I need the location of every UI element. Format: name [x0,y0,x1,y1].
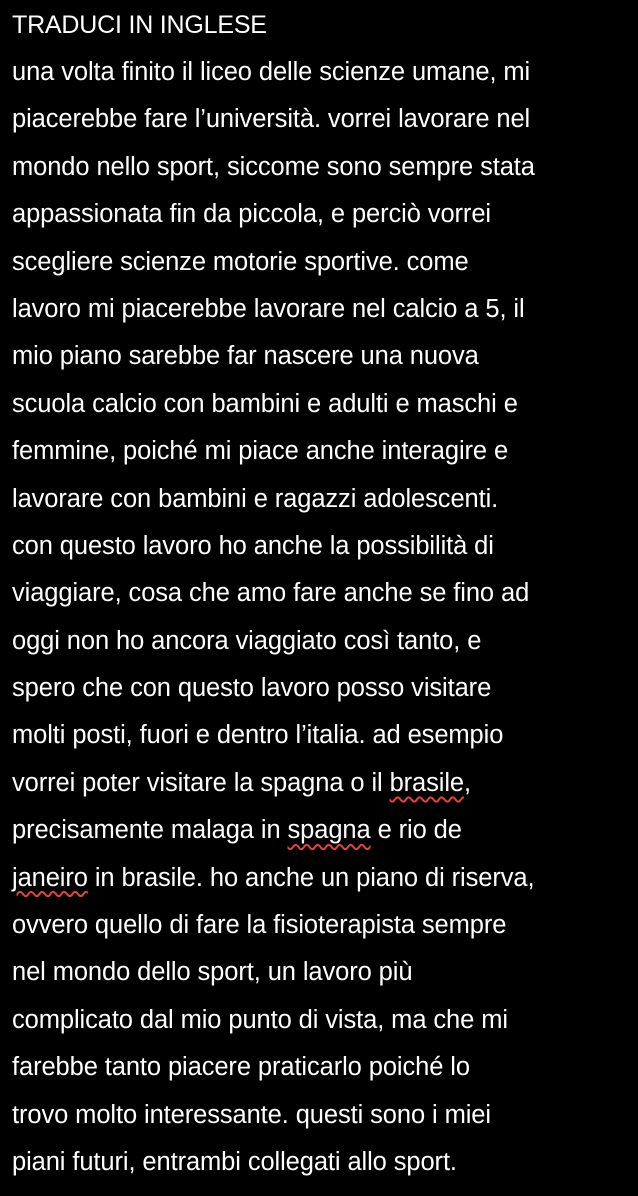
line-text: , [464,768,471,797]
note-line[interactable]: mondo nello sport, siccome sono sempre stata [12,152,535,181]
note-title[interactable]: TRADUCI IN INGLESE [12,11,267,39]
note-line[interactable]: mio piano sarebbe far nascere una nuova [12,342,479,371]
note-line[interactable]: ovvero quello di fare la fisioterapista sempre [12,911,507,940]
note-line[interactable]: appassionata fin da piccola, e perciò vorrei [12,200,491,229]
misspelled-word[interactable]: janeiro [12,863,88,892]
note-line[interactable]: molti posti, fuori e dentro l’italia. ad esempio [12,721,504,750]
note-line[interactable]: con questo lavoro ho anche la possibilità di [12,531,494,560]
note-line[interactable] [12,807,638,854]
misspelled-word[interactable]: spagna [287,816,371,845]
note-line[interactable]: scegliere scienze motorie sportive. come [12,247,469,276]
line-text: in brasile. ho anche un piano di riserva, [87,863,535,892]
line-text: precisamente malaga in [12,816,288,845]
line-text: e rio de [370,816,462,845]
note-line[interactable]: lavorare con bambini e ragazzi adolescenti. [12,484,499,513]
note-line[interactable]: piacerebbe fare l’università. vorrei lavorare nel [12,105,531,134]
note-line[interactable]: piani futuri, entrambi collegati allo sport. [12,1147,457,1176]
note-line[interactable] [12,855,638,902]
note-line[interactable]: viaggiare, cosa che amo fare anche se fino ad [12,579,530,608]
note-line[interactable] [12,760,638,807]
note-line[interactable]: femmine, poiché mi piace anche interagire e [12,437,509,466]
note-line[interactable]: oggi non ho ancora viaggiato così tanto, e [12,626,482,655]
note-line[interactable]: lavoro mi piacerebbe lavorare nel calcio a 5, il [12,294,525,323]
note-line[interactable]: nel mondo dello sport, un lavoro più [12,958,413,987]
note-line[interactable]: una volta finito il liceo delle scienze umane, mi [12,58,531,86]
misspelled-word[interactable]: brasile [389,768,464,797]
note-line[interactable]: spero che con questo lavoro posso visitare [12,674,492,703]
note-line[interactable]: complicato dal mio punto di vista, ma che mi [12,1005,508,1034]
note-line[interactable]: trovo molto interessante. questi sono i miei [12,1100,491,1129]
line-text: vorrei poter visitare la spagna o il [12,768,390,797]
note-line[interactable]: scuola calcio con bambini e adulti e maschi e [12,389,518,418]
note-line[interactable]: farebbe tanto piacere praticarlo poiché lo [12,1053,470,1082]
